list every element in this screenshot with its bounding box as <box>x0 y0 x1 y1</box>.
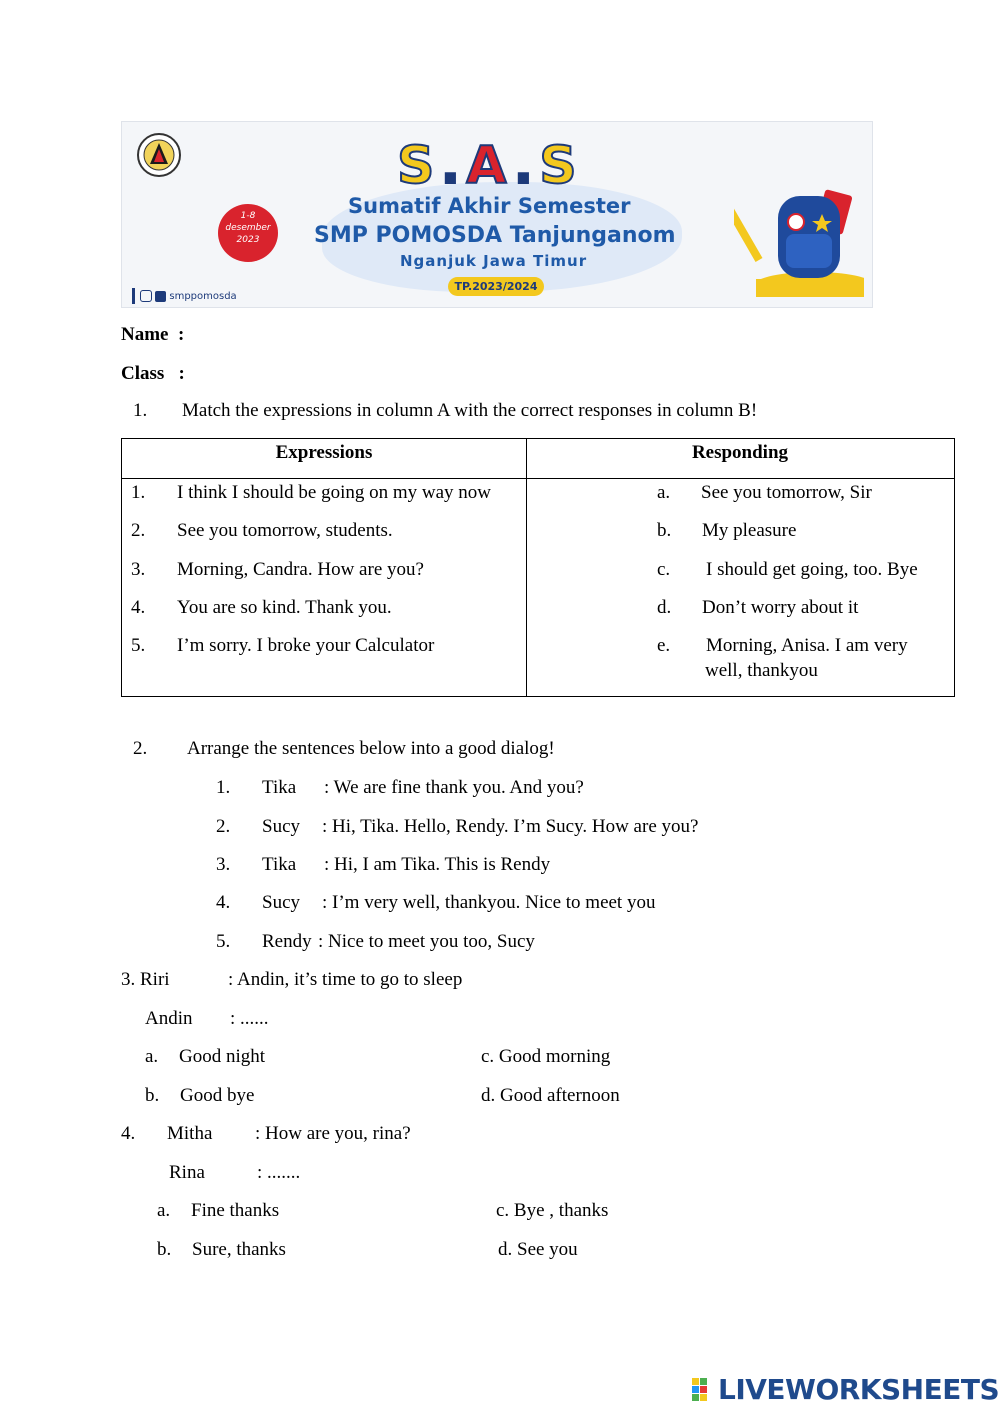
banner-title: S.A.S <box>397 136 583 196</box>
table-divider-horizontal <box>122 478 954 479</box>
response-letter: a. <box>657 482 671 503</box>
response-letter: e. <box>657 635 671 656</box>
dialog-line: : Hi, Tika. Hello, Rendy. I’m Sucy. How are you? <box>322 816 699 837</box>
dialog-speaker: Sucy <box>262 892 300 913</box>
school-bag-icon <box>734 184 864 304</box>
dialog-speaker: Tika <box>262 777 297 798</box>
banner-subtitle-2: SMP POMOSDA Tanjunganom <box>314 223 676 248</box>
response-text: See you tomorrow, Sir <box>701 482 872 503</box>
date-line-2: desember <box>225 223 271 233</box>
dialog-number: 1. <box>216 777 231 798</box>
q4-option-b: Sure, thanks <box>192 1239 286 1260</box>
tiktok-icon <box>155 291 166 302</box>
dialog-speaker: Tika <box>262 854 297 875</box>
expression-text: See you tomorrow, students. <box>177 520 393 541</box>
response-text: I should get going, too. Bye <box>706 559 918 580</box>
q1-instruction: Match the expressions in column A with the correct responses in column B! <box>182 400 758 421</box>
response-text: Morning, Anisa. I am very <box>706 635 908 656</box>
q4-line-2: : ....... <box>257 1162 301 1183</box>
q4-option-c: c. Bye , thanks <box>496 1200 609 1221</box>
response-letter: c. <box>657 559 671 580</box>
banner-subtitle-1: Sumatif Akhir Semester <box>348 194 631 218</box>
banner-location: Nganjuk Jawa Timur <box>400 252 588 270</box>
q3-option-a: Good night <box>179 1046 266 1067</box>
response-text: Don’t worry about it <box>702 597 859 618</box>
response-text-cont: well, thankyou <box>705 660 818 681</box>
q2-instruction: Arrange the sentences below into a good dialog! <box>187 738 555 759</box>
banner-social <box>132 288 237 304</box>
expression-number: 1. <box>131 482 146 503</box>
q4-speaker-2: Rina <box>169 1162 205 1183</box>
q3-line-1: : Andin, it’s time to go to sleep <box>228 969 463 990</box>
q2-number: 2. <box>133 738 148 759</box>
response-text: My pleasure <box>702 520 797 541</box>
social-bar <box>132 288 135 304</box>
dialog-line: : Hi, I am Tika. This is Rendy <box>324 854 551 875</box>
q4-number: 4. <box>121 1123 136 1144</box>
liveworksheets-logo-icon <box>692 1378 716 1402</box>
q4-option-a-letter: a. <box>157 1200 171 1221</box>
q4-option-d: d. See you <box>498 1239 578 1260</box>
response-letter: b. <box>657 520 672 541</box>
class-label: Class : <box>121 363 185 384</box>
matching-table <box>121 438 955 697</box>
expression-text: You are so kind. Thank you. <box>177 597 392 618</box>
name-label: Name : <box>121 324 185 345</box>
q3-speaker-1: 3. Riri <box>121 969 170 990</box>
q4-line-1: : How are you, rina? <box>255 1123 411 1144</box>
q4-option-b-letter: b. <box>157 1239 172 1260</box>
expression-text: I’m sorry. I broke your Calculator <box>177 635 435 656</box>
dialog-number: 5. <box>216 931 231 952</box>
dialog-line: : I’m very well, thankyou. Nice to meet you <box>322 892 656 913</box>
header-banner <box>121 121 873 308</box>
expression-number: 5. <box>131 635 146 656</box>
q3-line-2: : ...... <box>230 1008 269 1029</box>
dialog-line: : We are fine thank you. And you? <box>324 777 584 798</box>
banner-year-badge: TP.2023/2024 <box>448 277 544 296</box>
banner-date-badge <box>218 204 278 262</box>
instagram-icon <box>140 290 152 302</box>
social-handle: smppomosda <box>169 291 237 302</box>
expression-number: 4. <box>131 597 146 618</box>
dialog-speaker: Sucy <box>262 816 300 837</box>
dialog-line: : Nice to meet you too, Sucy <box>318 931 535 952</box>
q1-number: 1. <box>133 400 148 421</box>
date-line-3: 2023 <box>236 235 260 245</box>
q3-option-d: d. Good afternoon <box>481 1085 620 1106</box>
q3-option-b-letter: b. <box>145 1085 160 1106</box>
q3-option-c: c. Good morning <box>481 1046 611 1067</box>
expression-number: 2. <box>131 520 146 541</box>
expression-text: I think I should be going on my way now <box>177 482 492 503</box>
expression-number: 3. <box>131 559 146 580</box>
q3-speaker-2: Andin <box>145 1008 193 1029</box>
date-line-1: 1-8 <box>240 211 256 221</box>
expression-text: Morning, Candra. How are you? <box>177 559 424 580</box>
liveworksheets-brand[interactable]: LIVEWORKSHEETS <box>718 1373 1000 1406</box>
dialog-speaker: Rendy <box>262 931 312 952</box>
dialog-number: 2. <box>216 816 231 837</box>
q4-speaker-1: Mitha <box>167 1123 213 1144</box>
col-a-header: Expressions <box>275 442 373 463</box>
q4-option-a: Fine thanks <box>191 1200 280 1221</box>
col-b-header: Responding <box>691 442 789 463</box>
dialog-number: 4. <box>216 892 231 913</box>
q3-option-b: Good bye <box>180 1085 255 1106</box>
response-letter: d. <box>657 597 672 618</box>
school-logo-icon <box>136 132 182 178</box>
dialog-number: 3. <box>216 854 231 875</box>
q3-option-a-letter: a. <box>145 1046 159 1067</box>
